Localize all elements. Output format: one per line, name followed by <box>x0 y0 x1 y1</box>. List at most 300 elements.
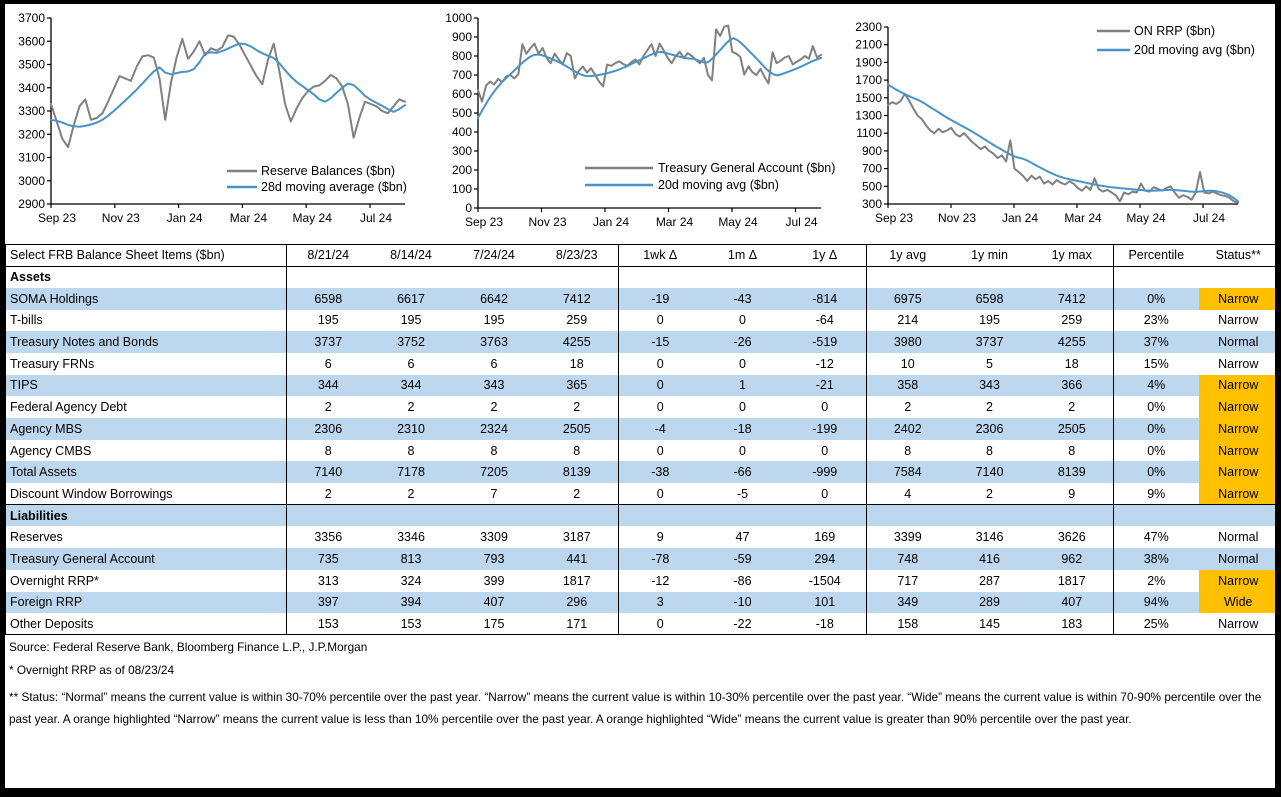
value-cell: 3737 <box>975 335 1004 350</box>
row-label: Agency MBS <box>10 421 83 436</box>
value-cell: 195 <box>287 310 370 332</box>
value-cell <box>1114 505 1199 527</box>
value-cell <box>784 505 867 527</box>
value-cell: 2 <box>490 400 498 415</box>
x-tick-label: Mar 24 <box>1064 211 1102 225</box>
value-cell: 324 <box>400 573 422 588</box>
x-tick-label: Sep 23 <box>874 211 914 225</box>
row-label: Discount Window Borrowings <box>10 486 173 501</box>
value-cell: 0 <box>739 356 746 371</box>
value-cell: 9% <box>1114 483 1199 505</box>
value-cell <box>867 266 949 288</box>
value-cell: 343 <box>483 378 505 393</box>
value-cell: -38 <box>619 461 702 483</box>
y-tick-label: 300 <box>861 197 882 211</box>
value-cell: -999 <box>812 465 838 480</box>
value-cell: 7584 <box>867 461 949 483</box>
legend-label: Treasury General Account ($bn) <box>658 161 836 175</box>
value-cell <box>287 505 370 527</box>
value-cell: 313 <box>287 570 370 592</box>
y-tick-label: 3100 <box>18 150 45 165</box>
row-label: Treasury FRNs <box>10 356 95 371</box>
y-tick-label: 700 <box>451 68 472 82</box>
value-cell: 145 <box>979 616 1000 631</box>
value-cell: 7412 <box>562 291 591 306</box>
header-row <box>6 245 1276 267</box>
y-tick-label: 800 <box>451 49 472 63</box>
value-cell: -59 <box>733 551 752 566</box>
column-header: 1y min <box>971 248 1008 263</box>
y-tick-label: 3200 <box>18 127 45 142</box>
value-cell: 259 <box>1061 313 1083 328</box>
value-cell: -199 <box>812 421 838 436</box>
value-cell: 0% <box>1114 440 1199 462</box>
value-cell: 2 <box>573 400 581 415</box>
y-tick-label: 2900 <box>18 197 45 211</box>
column-header: 8/21/24 <box>287 245 370 267</box>
table-row <box>6 353 1276 375</box>
value-cell <box>287 266 370 288</box>
status-cell: Narrow <box>1199 396 1276 418</box>
value-cell: 2402 <box>867 418 949 440</box>
table-row <box>6 548 1276 570</box>
y-tick-label: 0 <box>465 201 472 215</box>
value-cell: 7140 <box>975 465 1004 480</box>
value-cell: 2505 <box>562 421 591 436</box>
value-cell: 793 <box>483 551 505 566</box>
value-cell: 25% <box>1114 613 1199 635</box>
status-cell: Narrow <box>1199 483 1276 505</box>
value-cell: 47 <box>735 530 750 545</box>
status-cell: Wide <box>1199 592 1276 614</box>
value-cell: 0 <box>739 400 746 415</box>
value-cell: 8 <box>490 443 498 458</box>
row-label: Assets <box>10 270 51 285</box>
value-cell: -86 <box>733 573 752 588</box>
table-row <box>6 440 1276 462</box>
value-cell: -22 <box>733 616 752 631</box>
value-cell: 171 <box>566 616 588 631</box>
row-label: Total Assets <box>10 465 77 480</box>
source-note: Source: Federal Reserve Bank, Bloomberg Finance L.P., J.P.Morgan <box>9 640 368 655</box>
footnotes <box>5 635 1275 730</box>
value-cell: 9 <box>1068 486 1076 501</box>
y-tick-label: 3600 <box>18 34 45 49</box>
table-row <box>6 396 1276 418</box>
value-cell: 1 <box>739 378 746 393</box>
value-cell: 441 <box>566 551 588 566</box>
value-cell: 0 <box>619 440 702 462</box>
value-cell: 8139 <box>562 465 591 480</box>
y-tick-label: 900 <box>861 143 882 158</box>
value-cell: 3356 <box>287 526 370 548</box>
y-tick-label: 2100 <box>855 37 882 52</box>
x-tick-label: Nov 23 <box>101 211 140 225</box>
value-cell <box>370 266 453 288</box>
value-cell: 6 <box>407 356 415 371</box>
on-rrp-chart <box>845 4 1275 244</box>
value-cell: 8 <box>867 440 949 462</box>
value-cell: 6975 <box>867 288 949 310</box>
y-tick-label: 300 <box>451 144 472 158</box>
value-cell: 195 <box>483 313 505 328</box>
value-cell: 416 <box>979 551 1000 566</box>
table-title: Select FRB Balance Sheet Items ($bn) <box>10 248 225 263</box>
value-cell: -15 <box>619 331 702 353</box>
value-cell: 296 <box>566 595 588 610</box>
value-cell: 2 <box>287 396 370 418</box>
status-cell: Narrow <box>1218 616 1259 631</box>
value-cell: 3309 <box>480 530 508 545</box>
value-cell: 0 <box>739 443 746 458</box>
value-cell: 5 <box>986 356 993 371</box>
value-cell: -26 <box>733 335 752 350</box>
y-tick-label: 1900 <box>855 55 882 70</box>
x-tick-label: May 24 <box>1126 211 1166 225</box>
charts-row <box>5 4 1275 244</box>
value-cell: -519 <box>812 335 838 350</box>
value-cell: 3 <box>619 592 702 614</box>
y-tick-label: 1100 <box>856 126 882 141</box>
column-header: 1y avg <box>867 245 949 267</box>
y-tick-label: 500 <box>451 106 472 120</box>
y-tick-label: 3000 <box>18 173 45 188</box>
value-cell: 8 <box>407 443 415 458</box>
value-cell: 2505 <box>1057 421 1086 436</box>
value-cell: 397 <box>287 592 370 614</box>
y-tick-label: 500 <box>861 179 882 194</box>
value-cell: 3146 <box>975 530 1004 545</box>
value-cell <box>949 266 1031 288</box>
value-cell: 366 <box>1061 378 1083 393</box>
value-cell: 158 <box>867 613 949 635</box>
status-cell: Narrow <box>1199 570 1276 592</box>
value-cell: 0 <box>619 353 702 375</box>
row-label: Other Deposits <box>10 616 94 631</box>
value-cell <box>536 505 619 527</box>
legend-label: 28d moving average ($bn) <box>261 180 407 194</box>
column-header: 1wk Δ <box>619 245 702 267</box>
table-row <box>6 418 1276 440</box>
value-cell <box>949 505 1031 527</box>
legend-label: ON RRP ($bn) <box>1134 24 1216 38</box>
value-cell: 4255 <box>1057 335 1086 350</box>
value-cell: 6 <box>490 356 498 371</box>
column-header: 1y max <box>1051 248 1092 263</box>
value-cell: 0 <box>619 396 702 418</box>
value-cell <box>702 505 784 527</box>
value-cell: 3399 <box>867 526 949 548</box>
value-cell <box>370 505 453 527</box>
column-header: 1y Δ <box>812 248 838 263</box>
value-cell: 6642 <box>480 291 508 306</box>
value-cell: 748 <box>867 548 949 570</box>
value-cell: -12 <box>619 570 702 592</box>
value-cell: 2324 <box>480 421 508 436</box>
table-row <box>6 613 1276 635</box>
value-cell: 7140 <box>287 461 370 483</box>
x-tick-label: Jan 24 <box>592 215 630 229</box>
status-cell: Narrow <box>1199 375 1276 397</box>
series-line-gray <box>478 26 821 102</box>
series-line-gray <box>888 94 1238 203</box>
value-cell: 153 <box>400 616 422 631</box>
value-cell: 4 <box>867 483 949 505</box>
footnote-overnight-rrp: * Overnight RRP as of 08/23/24 <box>9 663 175 678</box>
value-cell: 2 <box>1068 400 1076 415</box>
value-cell: 7178 <box>397 465 425 480</box>
row-label: TIPS <box>10 378 38 393</box>
value-cell: 962 <box>1061 551 1083 566</box>
value-cell: 23% <box>1114 310 1199 332</box>
table-row <box>6 592 1276 614</box>
value-cell <box>702 266 784 288</box>
value-cell: 0 <box>619 375 702 397</box>
value-cell: 3752 <box>397 335 425 350</box>
x-tick-label: Sep 23 <box>37 211 77 225</box>
column-header: Status** <box>1215 248 1261 263</box>
value-cell: 344 <box>287 375 370 397</box>
y-tick-label: 400 <box>451 125 472 139</box>
value-cell: 175 <box>483 616 505 631</box>
treasury-general-account-chart <box>435 4 845 244</box>
legend-label: Reserve Balances ($bn) <box>261 164 396 178</box>
y-tick-label: 100 <box>451 182 472 196</box>
value-cell: 2 <box>407 486 415 501</box>
value-cell: 6617 <box>397 291 425 306</box>
value-cell: 3346 <box>397 530 425 545</box>
value-cell <box>784 266 867 288</box>
row-label: Overnight RRP* <box>10 573 99 588</box>
value-cell: 2 <box>287 483 370 505</box>
value-cell: 7 <box>490 486 498 501</box>
y-tick-label: 900 <box>451 30 472 44</box>
value-cell: 0 <box>619 483 702 505</box>
value-cell: 0 <box>619 613 702 635</box>
value-cell: 0% <box>1114 461 1199 483</box>
value-cell: 2 <box>407 400 415 415</box>
value-cell: 0 <box>619 310 702 332</box>
balance-table-body <box>6 266 1276 635</box>
table-row <box>6 570 1276 592</box>
value-cell: -43 <box>733 291 752 306</box>
row-label: T-bills <box>10 313 43 328</box>
value-cell: 2310 <box>397 421 425 436</box>
value-cell: -10 <box>733 595 752 610</box>
x-tick-label: Mar 24 <box>655 215 694 229</box>
table-row <box>6 310 1276 332</box>
row-label: Foreign RRP <box>10 595 83 610</box>
x-tick-label: Sep 23 <box>464 215 504 229</box>
x-tick-label: Jul 24 <box>1192 211 1226 225</box>
value-cell: 294 <box>814 551 836 566</box>
value-cell <box>619 505 702 527</box>
value-cell: 2 <box>986 400 993 415</box>
table-row <box>6 461 1276 483</box>
value-cell: -18 <box>815 616 834 631</box>
y-tick-label: 700 <box>861 161 882 176</box>
value-cell: 349 <box>867 592 949 614</box>
value-cell: 8139 <box>1057 465 1086 480</box>
x-tick-label: Jul 24 <box>359 211 393 225</box>
row-label: Treasury Notes and Bonds <box>10 335 159 350</box>
value-cell: 214 <box>867 310 949 332</box>
y-tick-label: 3500 <box>18 57 45 72</box>
value-cell: 47% <box>1114 526 1199 548</box>
x-tick-label: Jan 24 <box>1001 211 1039 225</box>
value-cell: -21 <box>815 378 834 393</box>
value-cell: 3980 <box>867 331 949 353</box>
series-line-blue <box>51 44 405 127</box>
y-tick-label: 3400 <box>18 80 45 95</box>
value-cell: 6 <box>287 353 370 375</box>
value-cell: 9 <box>619 526 702 548</box>
section-row <box>6 266 1276 288</box>
status-cell: Normal <box>1218 335 1259 350</box>
column-header: 1m Δ <box>727 248 758 263</box>
column-header: 8/14/24 <box>390 248 432 263</box>
value-cell: 7205 <box>480 465 508 480</box>
table-row <box>6 375 1276 397</box>
value-cell: 169 <box>814 530 836 545</box>
value-cell: 0 <box>821 400 829 415</box>
value-cell: 15% <box>1114 353 1199 375</box>
value-cell: 7412 <box>1057 291 1086 306</box>
y-tick-label: 1700 <box>855 73 882 88</box>
value-cell: 183 <box>1061 616 1083 631</box>
value-cell: 37% <box>1114 331 1199 353</box>
value-cell: 813 <box>400 551 422 566</box>
value-cell: 394 <box>400 595 422 610</box>
value-cell: 94% <box>1114 592 1199 614</box>
value-cell: 1817 <box>562 573 591 588</box>
status-cell: Narrow <box>1218 356 1259 371</box>
footnote-status-definition: ** Status: “Normal” means the current value is within 30-70% percentile over the past year. “Narrow” means the current value is within 10-30% percentile over the past year. “Wide” means the current value is within 70-90% percentile over the past year. A orange highlighted “Narrow” means the current value is less than 10% percentile over the past year. A orange highlighted “Wide” means the current value is greater than 90% percentile over the past year. <box>9 690 1262 727</box>
value-cell: 0 <box>821 443 829 458</box>
value-cell: 2306 <box>975 421 1004 436</box>
y-tick-label: 2300 <box>855 20 882 34</box>
value-cell: 6598 <box>287 288 370 310</box>
value-cell: 259 <box>566 313 588 328</box>
value-cell <box>1031 266 1114 288</box>
value-cell: 735 <box>287 548 370 570</box>
value-cell <box>453 505 536 527</box>
value-cell: 0 <box>739 313 746 328</box>
value-cell: 8 <box>986 443 993 458</box>
value-cell: 2306 <box>287 418 370 440</box>
value-cell: 344 <box>400 378 422 393</box>
y-tick-label: 3700 <box>18 11 45 25</box>
x-tick-label: Mar 24 <box>229 211 268 225</box>
status-cell: Narrow <box>1218 313 1259 328</box>
value-cell: 3187 <box>562 530 591 545</box>
value-cell: -4 <box>619 418 702 440</box>
x-tick-label: Nov 23 <box>937 211 977 225</box>
status-cell: Narrow <box>1199 461 1276 483</box>
value-cell: 4255 <box>562 335 591 350</box>
y-tick-label: 1000 <box>445 11 472 25</box>
value-cell: 1817 <box>1057 573 1086 588</box>
value-cell <box>1114 266 1199 288</box>
table-row <box>6 483 1276 505</box>
value-cell: 8 <box>287 440 370 462</box>
value-cell: 2% <box>1114 570 1199 592</box>
legend-label: 20d moving avg ($bn) <box>658 178 779 192</box>
section-row <box>6 505 1276 527</box>
value-cell: 407 <box>1061 595 1083 610</box>
value-cell: 195 <box>979 313 1000 328</box>
table-row <box>6 331 1276 353</box>
value-cell: 358 <box>867 375 949 397</box>
status-cell: Narrow <box>1199 418 1276 440</box>
status-cell: Normal <box>1218 530 1259 545</box>
value-cell: 0% <box>1114 418 1199 440</box>
status-cell <box>1199 266 1276 288</box>
value-cell: -12 <box>815 356 834 371</box>
row-label: Agency CMBS <box>10 443 92 458</box>
balance-table <box>5 244 1275 635</box>
value-cell: 287 <box>979 573 1000 588</box>
value-cell: -18 <box>733 421 752 436</box>
balance-table-header <box>6 245 1276 267</box>
table-row <box>6 526 1276 548</box>
status-cell: Narrow <box>1199 440 1276 462</box>
value-cell <box>867 505 949 527</box>
value-cell <box>619 266 702 288</box>
y-tick-label: 3300 <box>18 104 45 118</box>
value-cell: 717 <box>867 570 949 592</box>
column-header: 8/23/23 <box>555 248 598 263</box>
value-cell: -814 <box>812 291 838 306</box>
reserve-balances-chart <box>5 4 435 244</box>
column-header: Percentile <box>1114 245 1199 267</box>
x-tick-label: Jan 24 <box>166 211 203 225</box>
value-cell: 3737 <box>287 331 370 353</box>
value-cell: -5 <box>736 486 749 501</box>
x-tick-label: Nov 23 <box>528 215 567 229</box>
row-label: Treasury General Account <box>10 551 155 566</box>
x-tick-label: May 24 <box>292 211 332 225</box>
y-tick-label: 1500 <box>855 90 882 105</box>
y-tick-label: 200 <box>451 163 472 177</box>
value-cell: 3763 <box>480 335 508 350</box>
value-cell: 4% <box>1114 375 1199 397</box>
value-cell: 0 <box>821 486 829 501</box>
status-cell: Narrow <box>1199 288 1276 310</box>
value-cell: 2 <box>867 396 949 418</box>
y-tick-label: 600 <box>451 87 472 101</box>
value-cell: 10 <box>867 353 949 375</box>
status-cell <box>1199 505 1276 527</box>
value-cell <box>453 266 536 288</box>
value-cell: 407 <box>483 595 505 610</box>
value-cell: -78 <box>619 548 702 570</box>
status-cell: Normal <box>1218 551 1259 566</box>
row-label: Reserves <box>10 530 63 545</box>
value-cell <box>536 266 619 288</box>
y-tick-label: 1300 <box>855 108 882 123</box>
value-cell: 38% <box>1114 548 1199 570</box>
value-cell: 8 <box>1068 443 1076 458</box>
value-cell: -64 <box>815 313 834 328</box>
value-cell: 18 <box>569 356 584 371</box>
value-cell: 18 <box>1064 356 1079 371</box>
value-cell: 399 <box>483 573 505 588</box>
row-label: Liabilities <box>10 508 68 523</box>
value-cell: -1504 <box>808 573 841 588</box>
x-tick-label: Jul 24 <box>785 215 818 229</box>
value-cell: 0% <box>1114 396 1199 418</box>
